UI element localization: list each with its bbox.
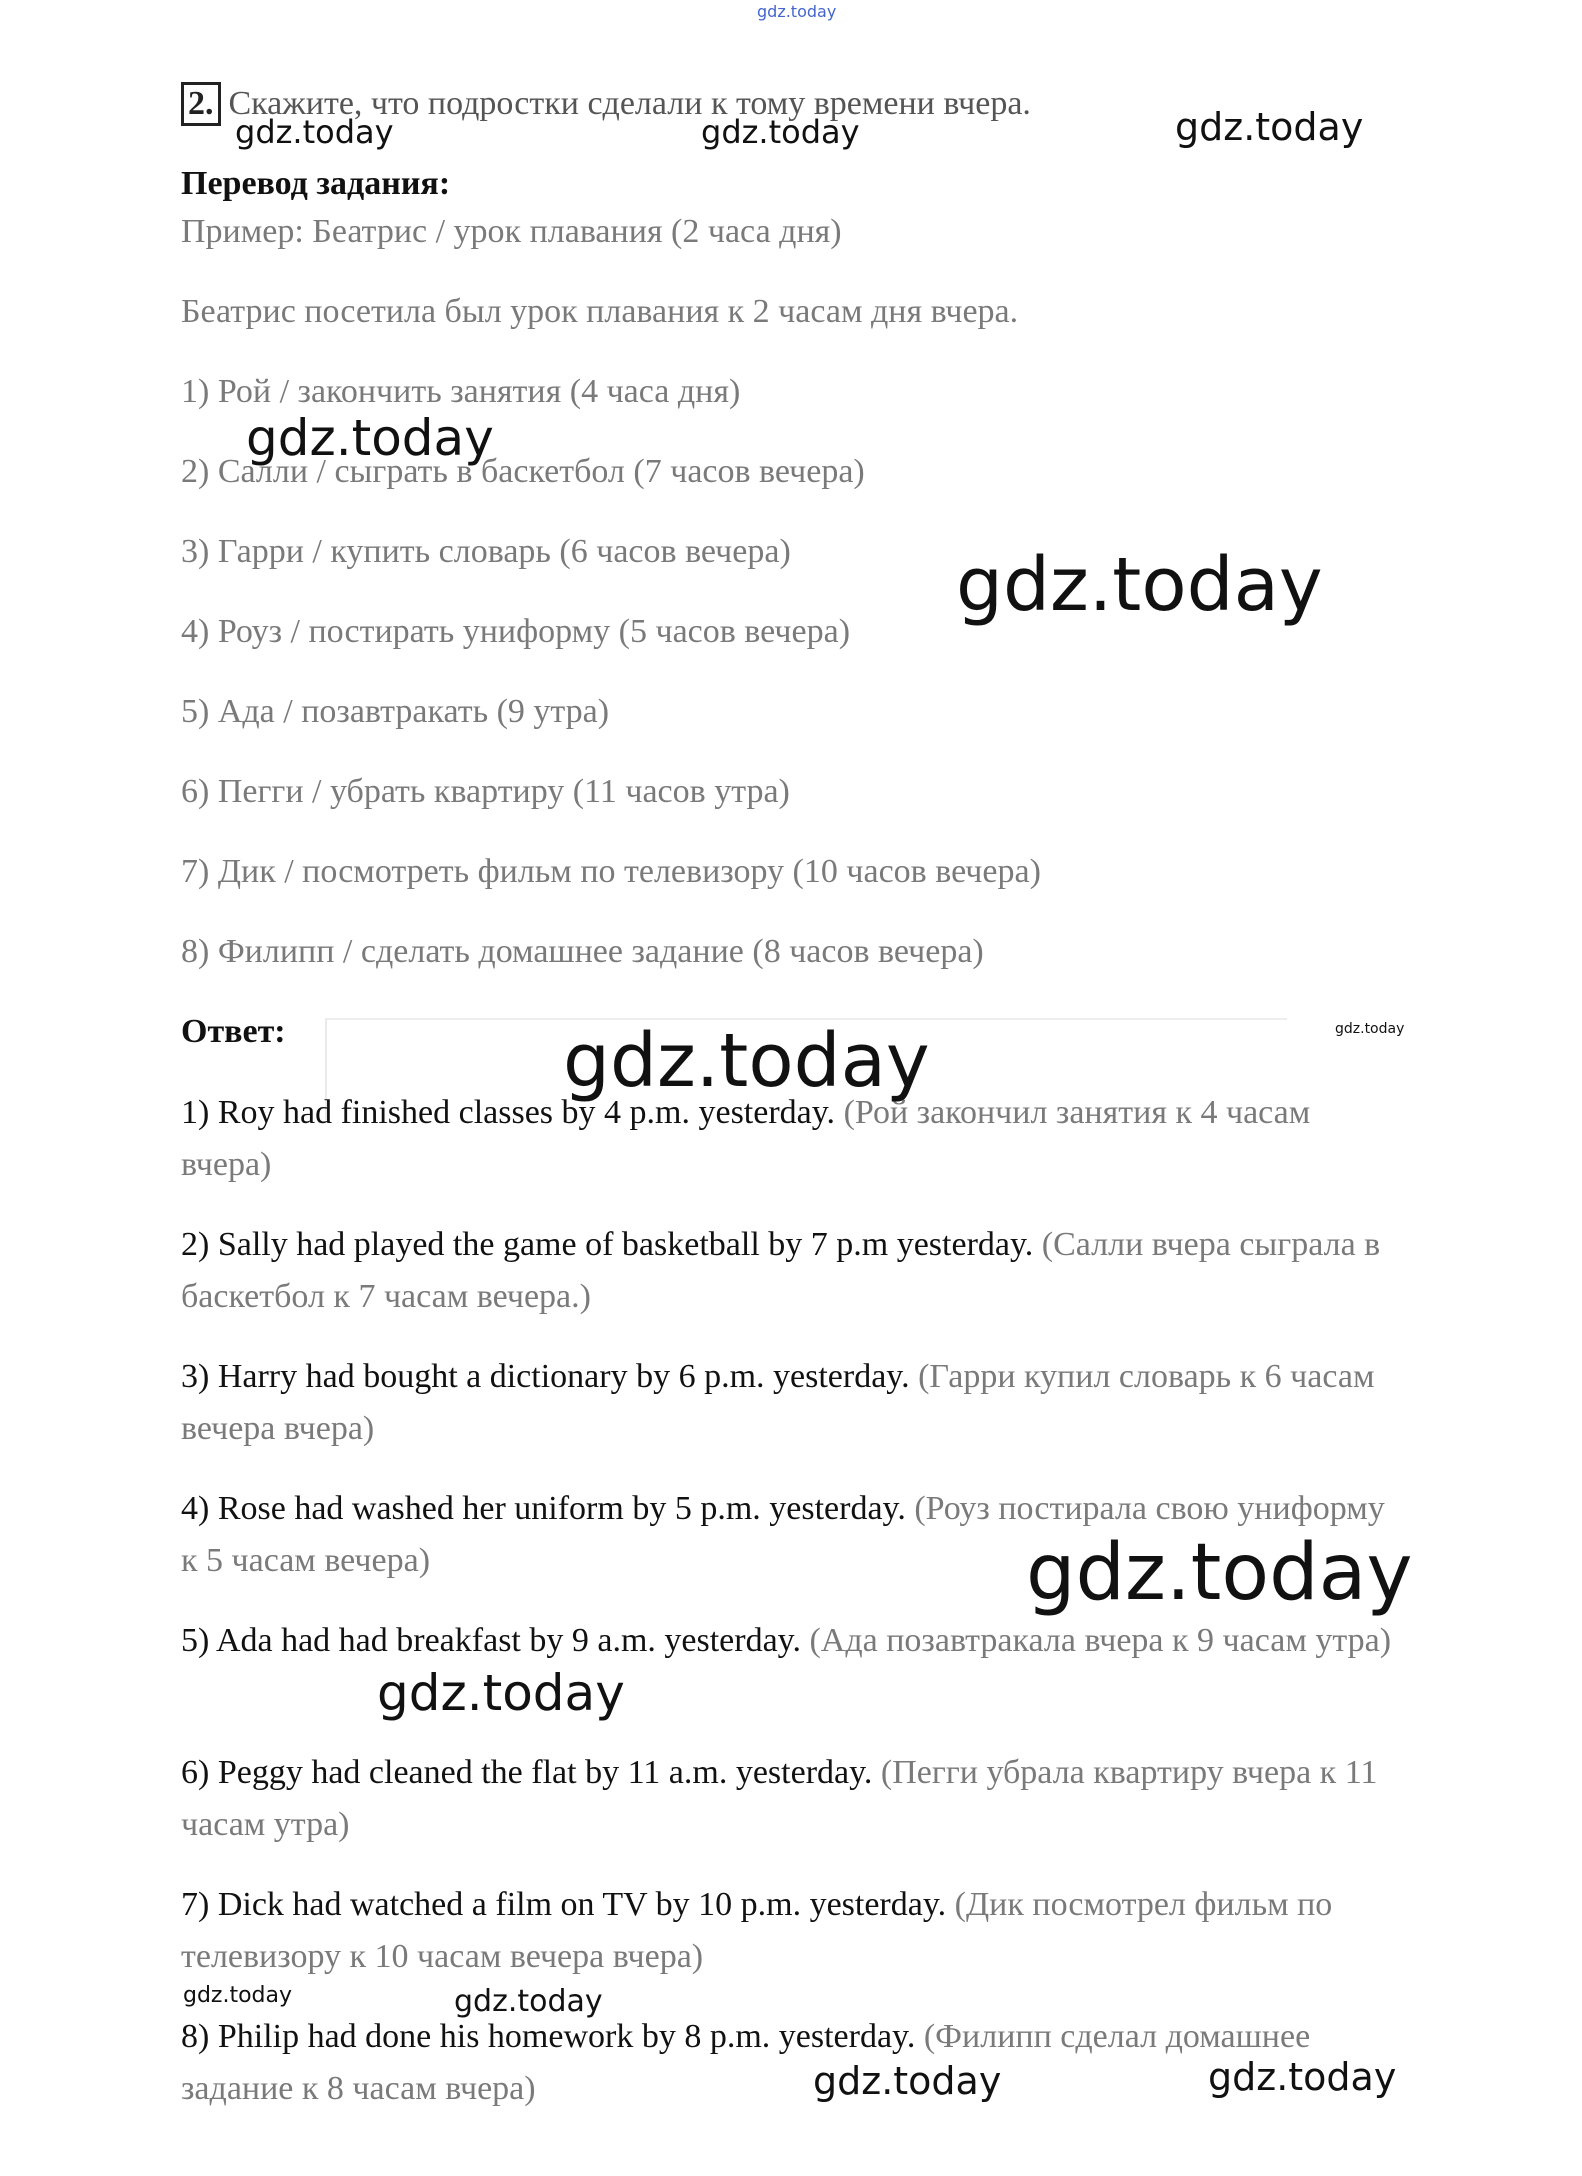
watermark: gdz.today (183, 1983, 293, 2008)
answer-english: 2) Sally had played the game of basketball by 7 p.m yesterday. (181, 1226, 1034, 1263)
answer-english: 6) Peggy had cleaned the flat by 11 a.m. yesterday. (181, 1754, 873, 1791)
translation-item: 1) Рой / закончить занятия (4 часа дня) (181, 373, 741, 410)
watermark: gdz.today (1335, 1021, 1405, 1037)
answer-russian: (Гарри купил словарь к 6 часам вечера вчера) (181, 1358, 1375, 1447)
answer-russian: (Ада позавтракала вчера к 9 часам утра) (809, 1622, 1392, 1659)
answer-item (181, 1615, 1401, 1667)
translation-heading: Перевод задания: (181, 165, 451, 202)
translation-item: 4) Роуз / постирать униформу (5 часов вечера) (181, 613, 851, 650)
watermark: gdz.today (701, 113, 860, 151)
translation-item: 2) Салли / сыграть в баскетбол (7 часов вечера) (181, 453, 865, 490)
answer-heading: Ответ: (181, 1013, 286, 1050)
watermark: gdz.today (1208, 2055, 1397, 2099)
watermark: gdz.today (813, 2059, 1002, 2103)
task-instruction: Скажите, что подростки сделали к тому времени вчера. (228, 85, 1031, 122)
watermark: gdz.today (563, 1018, 930, 1104)
answer-item (181, 1351, 1401, 1455)
example-answer-line: Беатрис посетила был урок плавания к 2 часам дня вчера. (181, 293, 1019, 330)
answer-english: 4) Rose had washed her uniform by 5 p.m. yesterday. (181, 1490, 906, 1527)
answer-item (181, 1219, 1401, 1323)
watermark: gdz.today (377, 1664, 625, 1722)
answer-english: 5) Ada had had breakfast by 9 a.m. yesterday. (181, 1622, 801, 1659)
answer-russian: (Дик посмотрел фильм по телевизору к 10 часам вечера вчера) (181, 1886, 1333, 1975)
translation-item: 6) Пегги / убрать квартиру (11 часов утра) (181, 773, 790, 810)
answer-english: 7) Dick had watched a film on TV by 10 p.m. yesterday. (181, 1886, 947, 1923)
answer-english: 3) Harry had bought a dictionary by 6 p.m. yesterday. (181, 1358, 910, 1395)
watermark: gdz.today (956, 542, 1323, 628)
answer-item (181, 1747, 1401, 1851)
translation-item: 5) Ада / позавтракать (9 утра) (181, 693, 610, 730)
answer-russian: (Пегги убрала квартиру вчера к 11 часам утра) (181, 1754, 1378, 1843)
answer-russian: (Рой закончил занятия к 4 часам вчера) (181, 1094, 1311, 1183)
answer-item (181, 1879, 1401, 1983)
answer-russian: (Салли вчера сыграла в баскетбол к 7 часам вечера.) (181, 1226, 1381, 1315)
answer-russian: (Филипп сделал домашнее задание к 8 часам вчера) (181, 2018, 1311, 2107)
answer-english: 1) Roy had finished classes by 4 p.m. yesterday. (181, 1094, 836, 1131)
answer-russian: (Роуз постирала свою униформу к 5 часам вечера) (181, 1490, 1385, 1579)
translation-item: 8) Филипп / сделать домашнее задание (8 часов вечера) (181, 933, 984, 970)
watermark: gdz.today (1175, 105, 1364, 149)
watermark: gdz.today (246, 409, 494, 467)
task-number: 2. (181, 82, 221, 126)
watermark: gdz.today (757, 2, 837, 21)
watermark: gdz.today (235, 113, 394, 151)
translation-item: 7) Дик / посмотреть фильм по телевизору (10 часов вечера) (181, 853, 1041, 890)
answer-english: 8) Philip had done his homework by 8 p.m. yesterday. (181, 2018, 916, 2055)
watermark: gdz.today (1026, 1528, 1413, 1618)
example-line: Пример: Беатрис / урок плавания (2 часа дня) (181, 213, 842, 250)
watermark: gdz.today (454, 1984, 603, 2019)
translation-item: 3) Гарри / купить словарь (6 часов вечера) (181, 533, 791, 570)
